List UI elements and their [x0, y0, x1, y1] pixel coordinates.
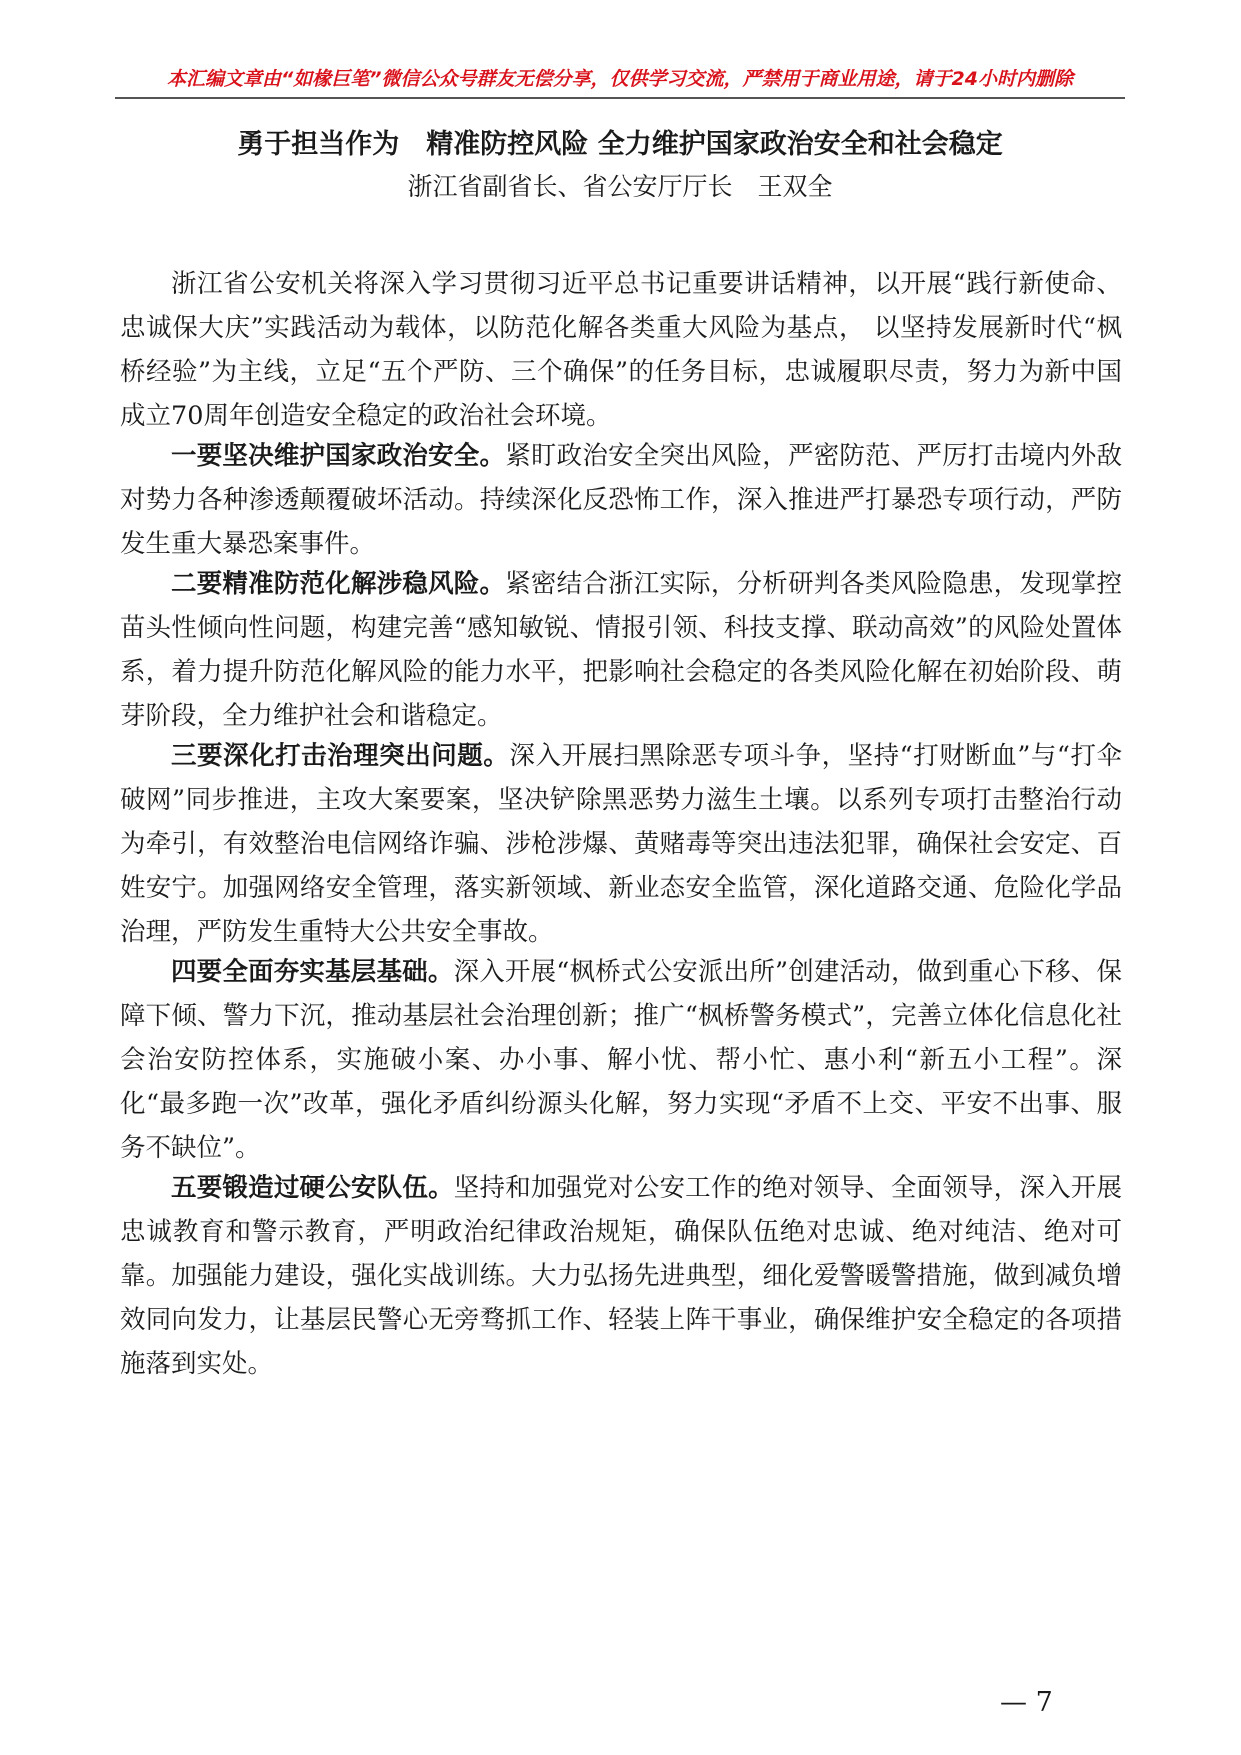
section-heading: 四要全面夯实基层基础。 [171, 957, 454, 987]
section-paragraph [120, 434, 1122, 566]
section-paragraph [120, 562, 1122, 738]
section-paragraph [120, 950, 1122, 1170]
section-heading: 一要坚决维护国家政治安全。 [171, 441, 506, 471]
section-paragraph [120, 1166, 1122, 1386]
header-rule [115, 97, 1125, 99]
copyright-notice: 本汇编文章由“如椽巨笔”微信公众号群友无偿分享，仅供学习交流，严禁用于商业用途，请于24小时内删除 [167, 68, 1073, 90]
section-text: 紧盯政治安全突出风险，严密防范、严厉打击境内外敌对势力各种渗透颠覆破坏活动。持续深化反恐怖工作，深入推进严打暴恐专项行动，严防发生重大暴恐案事件。 [120, 441, 1122, 559]
section-heading: 三要深化打击治理突出问题。 [171, 741, 510, 771]
page-number: — 7 [1000, 1687, 1053, 1718]
section-text: 深入开展“枫桥式公安派出所”创建活动，做到重心下移、保障下倾、警力下沉，推动基层社会治理创新；推广“枫桥警务模式”，完善立体化信息化社会治安防控体系，实施破小案、办小事、解小忧、帮小忙、惠小利“新五小工程”。深化“最多跑一次”改革，强化矛盾纠纷源头化解，努力实现“矛盾不上交、平安不出事、服务不缺位”。 [120, 957, 1122, 1163]
section-heading: 二要精准防范化解涉稳风险。 [171, 569, 506, 599]
article-body [120, 262, 1122, 1382]
author-byline: 浙江省副省长、省公安厅厅长 王双全 [407, 172, 833, 201]
section-paragraph [120, 734, 1122, 954]
section-heading: 五要锻造过硬公安队伍。 [171, 1173, 454, 1203]
section-text: 坚持和加强党对公安工作的绝对领导、全面领导，深入开展忠诚教育和警示教育，严明政治纪律政治规矩，确保队伍绝对忠诚、绝对纯洁、绝对可靠。加强能力建设，强化实战训练。大力弘扬先进典型，细化爱警暖警措施，做到减负增效同向发力，让基层民警心无旁骛抓工作、轻装上阵干事业，确保维护安全稳定的各项措施落到实处。 [120, 1173, 1122, 1379]
intro-paragraph: 浙江省公安机关将深入学习贯彻习近平总书记重要讲话精神，以开展“践行新使命、忠诚保大庆”实践活动为载体，以防范化解各类重大风险为基点， 以坚持发展新时代“枫桥经验”为主线，立足“五个严防、三个确保”的任务目标，忠诚履职尽责，努力为新中国成立70周年创造安全稳定的政治社会环境。 [120, 269, 1122, 431]
section-text: 深入开展扫黑除恶专项斗争，坚持“打财断血”与“打伞破网”同步推进，主攻大案要案，坚决铲除黑恶势力滋生土壤。以系列专项打击整治行动为牵引，有效整治电信网络诈骗、涉枪涉爆、黄赌毒等突出违法犯罪，确保社会安定、百姓安宁。加强网络安全管理，落实新领域、新业态安全监管，深化道路交通、危险化学品治理，严防发生重特大公共安全事故。 [120, 741, 1122, 947]
article-title: 勇于担当作为 精准防控风险 全力维护国家政治安全和社会稳定 [237, 129, 1003, 160]
section-text: 紧密结合浙江实际，分析研判各类风险隐患，发现掌控苗头性倾向性问题，构建完善“感知敏锐、情报引领、科技支撑、联动高效”的风险处置体系，着力提升防范化解风险的能力水平，把影响社会稳定的各类风险化解在初始阶段、萌芽阶段，全力维护社会和谐稳定。 [120, 569, 1122, 731]
